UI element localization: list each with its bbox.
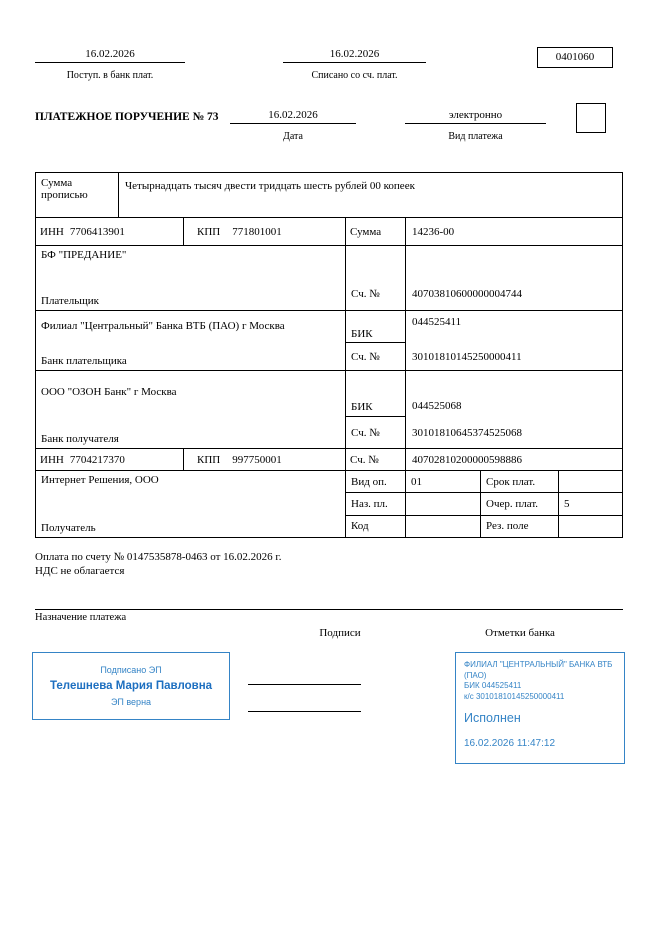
received-date-label: Поступ. в банк плат. [66, 70, 154, 81]
bank-stamp-bank-name: ФИЛИАЛ "ЦЕНТРАЛЬНЫЙ" БАНКА ВТБ (ПАО) [464, 660, 613, 680]
esign-stamp-line3: ЭП верна [110, 697, 152, 707]
priority-value: 5 [564, 497, 570, 510]
document-title: ПЛАТЕЖНОЕ ПОРУЧЕНИЕ № 73 [35, 111, 219, 123]
payment-kind-label: Вид платежа [448, 131, 503, 142]
payee-bank-account-label: Сч. № [346, 417, 406, 448]
payee-bank-bik: 044525068 [412, 400, 462, 412]
signature-line-1 [248, 684, 361, 685]
payer-bank-caption: Банк плательщика [41, 355, 127, 367]
payer-row [36, 246, 622, 311]
document-date-label: Дата [283, 131, 303, 142]
payee-inn-cell [36, 449, 184, 470]
esign-stamp [32, 652, 230, 720]
esign-stamp-line1: Подписано ЭП [100, 665, 162, 675]
due-date-value [559, 471, 622, 492]
signature-line-2 [248, 711, 361, 712]
document-date: 16.02.2026 [230, 109, 356, 124]
priority-label: Очер. плат. [481, 493, 559, 514]
payee-kpp-value: 997750001 [232, 453, 282, 466]
payer-inn-row [36, 218, 622, 246]
payer-bank-bik: 044525411 [412, 316, 462, 328]
reserve-field-box [576, 103, 606, 133]
reserve-label: Рез. поле [481, 516, 559, 537]
payee-inn-label: ИНН [40, 453, 64, 466]
code-label: Код [346, 516, 406, 537]
bank-stamp-bik: БИК 044525411 [464, 681, 522, 690]
amount-in-words-value: Четырнадцать тысяч двести тридцать шесть рублей 00 копеек [125, 180, 415, 192]
payer-kpp-cell [184, 218, 346, 245]
payer-account-label: Сч. № [346, 246, 406, 310]
payee-bank-cell [36, 371, 346, 448]
bank-stamp-datetime: 16.02.2026 11:47:12 [464, 738, 556, 749]
amount-in-words-label: Сумма прописью [36, 173, 119, 217]
amount-value: 14236-00 [412, 225, 455, 238]
bank-stamp [455, 652, 625, 764]
payer-cell [36, 246, 346, 310]
debited-date: 16.02.2026 [283, 48, 426, 63]
payer-bank-row [36, 311, 622, 371]
payer-name: БФ "ПРЕДАНИЕ" [41, 249, 127, 261]
payer-kpp-label: КПП [197, 225, 221, 238]
op-type-label: Вид оп. [346, 471, 406, 492]
payee-bank-name: ООО "ОЗОН Банк" г Москва [41, 386, 177, 398]
payee-bank-account: 30101810645374525068 [412, 426, 522, 439]
code-value [406, 516, 481, 537]
op-type-value: 01 [406, 471, 481, 492]
payer-inn-label: ИНН [40, 225, 64, 238]
payee-kpp-cell [184, 449, 346, 470]
payee-inn-value: 7704217370 [69, 453, 125, 466]
payee-bank-bik-label: БИК [346, 371, 406, 417]
payer-bank-cell [36, 311, 346, 370]
payment-table [35, 172, 623, 538]
payee-account-label: Сч. № [346, 449, 406, 470]
payee-kpp-label: КПП [197, 453, 221, 466]
purpose-caption: Назначение платежа [35, 612, 127, 623]
purpose-field-line [35, 609, 623, 610]
payee-cell [36, 471, 346, 537]
payer-bank-account: 30101810145250000411 [412, 350, 522, 363]
purpose-code-value [406, 493, 481, 514]
payee-bank-caption: Банк получателя [41, 433, 119, 445]
purpose-line-2: НДС не облагается [35, 565, 125, 577]
bank-marks-header: Отметки банка [485, 627, 555, 639]
bank-stamp-status: Исполнен [464, 711, 521, 725]
payer-bank-bik-label: БИК [346, 311, 406, 343]
payer-account: 40703810600000004744 [412, 288, 522, 300]
amount-in-words-row [36, 173, 622, 218]
bank-stamp-corr-account: к/с 30101810145250000411 [464, 691, 565, 701]
debited-date-label: Списано со сч. плат. [311, 70, 398, 81]
payee-bank-requisites [346, 371, 622, 448]
payer-bank-account-label: Сч. № [346, 343, 406, 370]
payee-account: 40702810200000598886 [412, 453, 522, 466]
payment-attributes [346, 471, 622, 537]
form-code-box: 0401060 [537, 47, 613, 68]
payer-kpp-value: 771801001 [232, 225, 282, 238]
payment-kind: электронно [405, 109, 546, 124]
reserve-value [559, 516, 622, 537]
purpose-code-label: Наз. пл. [346, 493, 406, 514]
esign-stamp-name: Телешнева Мария Павловна [49, 680, 213, 692]
payer-inn-value: 7706413901 [69, 225, 125, 238]
payee-name: Интернет Решения, ООО [41, 474, 159, 486]
amount-label: Сумма [346, 218, 406, 245]
payee-row [36, 471, 622, 537]
payer-bank-name: Филиал "Центральный" Банка ВТБ (ПАО) г Москва [41, 320, 285, 332]
payer-bank-requisites [346, 311, 622, 370]
payee-inn-row [36, 449, 622, 471]
payer-caption: Плательщик [41, 295, 99, 307]
signatures-header: Подписи [319, 627, 361, 639]
payee-caption: Получатель [41, 522, 96, 534]
payee-bank-row [36, 371, 622, 449]
payer-inn-cell [36, 218, 184, 245]
received-date: 16.02.2026 [35, 48, 185, 63]
due-date-label: Срок плат. [481, 471, 559, 492]
purpose-line-1: Оплата по счету № 0147535878-0463 от 16.02.2026 г. [35, 551, 282, 563]
